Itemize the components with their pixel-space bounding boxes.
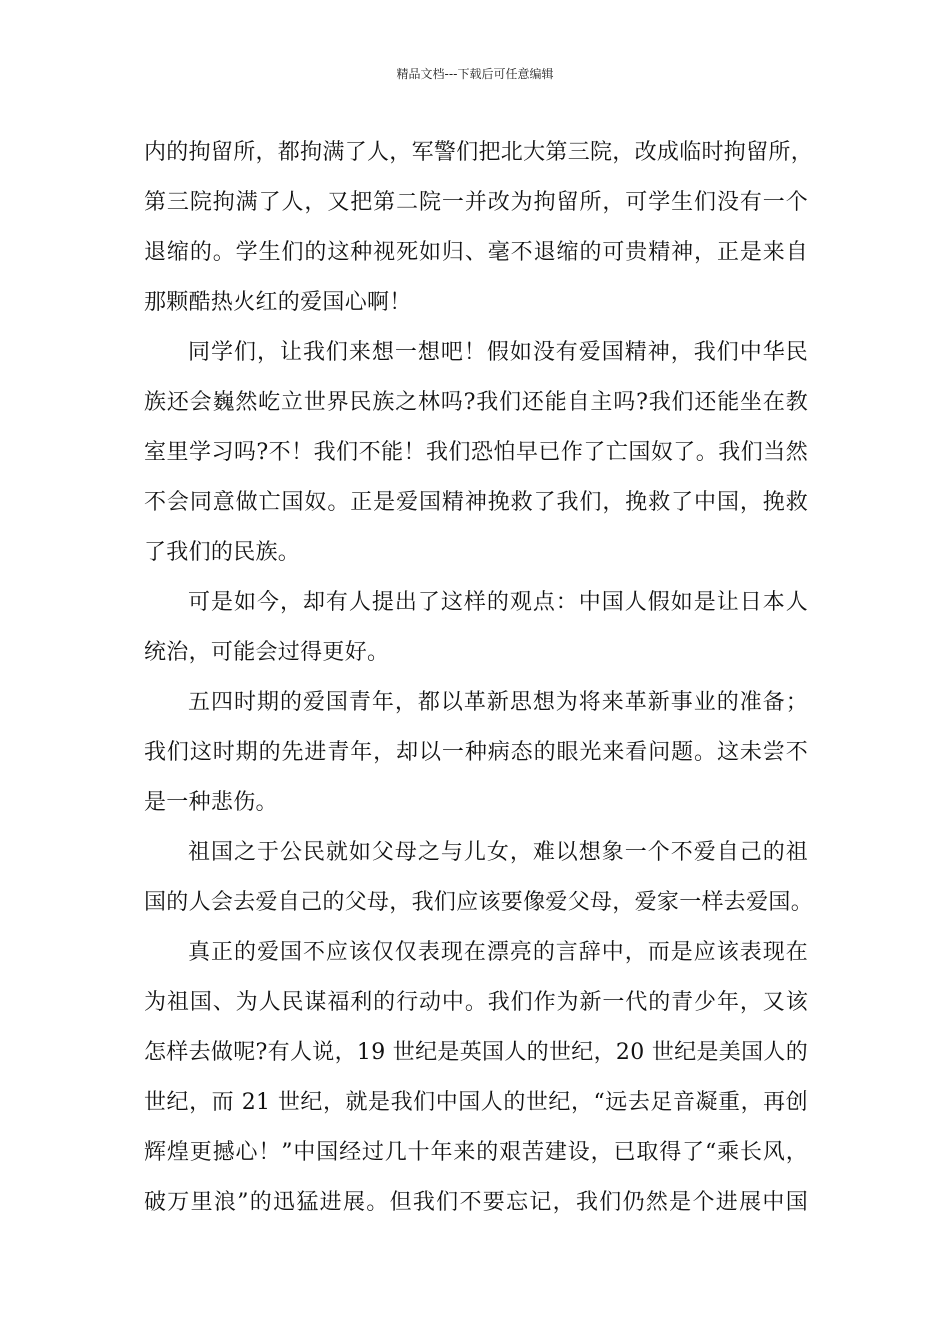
page-header: 精品文档---下载后可任意编辑 xyxy=(396,67,554,81)
text-line: 辉煌更撼心！”中国经过几十年来的艰苦建设，已取得了“乘长风， xyxy=(144,1140,808,1165)
text-line: 怎样去做呢?有人说，19 世纪是英国人的世纪，20 世纪是美国人的 xyxy=(144,1040,808,1065)
text-line: 祖国之于公民就如父母之与儿女，难以想象一个不爱自己的祖 xyxy=(188,840,808,865)
text-line: 同学们，让我们来想一想吧！假如没有爱国精神，我们中华民 xyxy=(188,340,808,365)
text-line: 统治，可能会过得更好。 xyxy=(144,640,390,665)
text-line: 真正的爱国不应该仅仅表现在漂亮的言辞中，而是应该表现在 xyxy=(188,940,808,965)
text-line: 国的人会去爱自己的父母，我们应该要像爱父母，爱家一样去爱国。 xyxy=(144,890,814,915)
text-line: 为祖国、为人民谋福利的行动中。我们作为新一代的青少年，又该 xyxy=(144,990,808,1015)
text-line: 可是如今，却有人提出了这样的观点：中国人假如是让日本人 xyxy=(188,590,808,615)
text-line: 是一种悲伤。 xyxy=(144,790,278,815)
text-line: 世纪，而 21 世纪，就是我们中国人的世纪，“远去足音凝重，再创 xyxy=(144,1090,808,1115)
text-line: 内的拘留所，都拘满了人，军警们把北大第三院，改成临时拘留所， xyxy=(144,140,814,165)
text-line: 了我们的民族。 xyxy=(144,540,301,565)
body-text xyxy=(144,128,814,1228)
text-line: 破万里浪”的迅猛进展。但我们不要忘记，我们仍然是个进展中国 xyxy=(144,1190,808,1215)
text-line: 第三院拘满了人，又把第二院一并改为拘留所，可学生们没有一个 xyxy=(144,190,808,215)
text-line: 退缩的。学生们的这种视死如归、毫不退缩的可贵精神，正是来自 xyxy=(144,240,808,265)
text-line: 五四时期的爱国青年，都以革新思想为将来革新事业的准备； xyxy=(188,690,808,715)
text-line: 族还会巍然屹立世界民族之林吗?我们还能自主吗?我们还能坐在教 xyxy=(144,390,808,415)
text-line: 我们这时期的先进青年，却以一种病态的眼光来看问题。这未尝不 xyxy=(144,740,808,765)
text-line: 室里学习吗?不！我们不能！我们恐怕早已作了亡国奴了。我们当然 xyxy=(144,440,808,465)
text-line: 不会同意做亡国奴。正是爱国精神挽救了我们，挽救了中国，挽救 xyxy=(144,490,808,515)
text-line: 那颗酷热火红的爱国心啊！ xyxy=(144,290,412,315)
